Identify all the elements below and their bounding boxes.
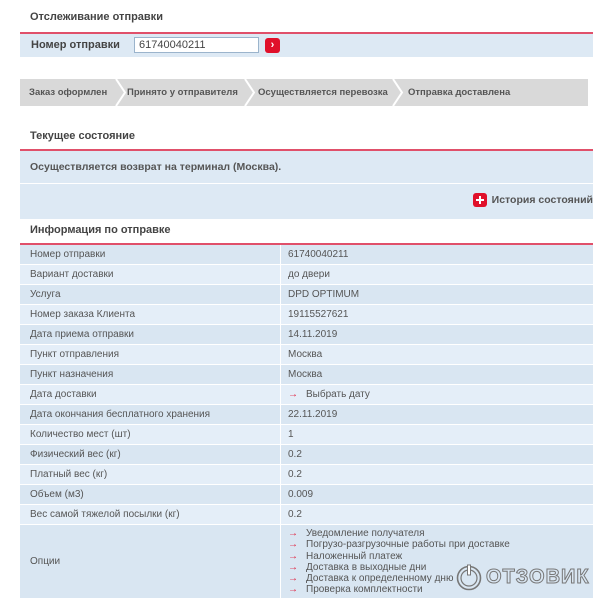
tracking-title: Отслеживание отправки: [30, 11, 163, 23]
progress-steps: [20, 79, 588, 106]
row-label: Пункт назначения: [20, 365, 281, 385]
row-value: Москва: [281, 365, 594, 385]
row-value: Москва: [281, 345, 594, 365]
row-value: 61740040211: [281, 245, 594, 265]
row-label: Физический вес (кг): [20, 445, 281, 465]
option-item: → Доставка в выходные дни: [288, 561, 427, 573]
row-label: Платный вес (кг): [20, 465, 281, 485]
table-row: [20, 405, 593, 425]
table-row: [20, 285, 593, 305]
row-value: 0.2: [281, 445, 594, 465]
otzovik-logo-icon: [456, 562, 482, 592]
row-label: Номер заказа Клиента: [20, 305, 281, 325]
track-go-button[interactable]: ›: [265, 38, 280, 53]
tracking-number-input[interactable]: [134, 37, 259, 53]
table-row: [20, 325, 593, 345]
table-row: [20, 345, 593, 365]
row-value: до двери: [281, 265, 594, 285]
info-table: [20, 245, 593, 599]
table-row: [20, 365, 593, 385]
table-row: [20, 245, 593, 265]
step-chevron-icon: [115, 79, 127, 106]
arrow-right-icon: →: [288, 561, 298, 573]
arrow-right-icon: →: [288, 550, 298, 562]
current-status-text: Осуществляется возврат на терминал (Москва).: [30, 161, 282, 173]
step-chevron-icon: [244, 79, 256, 106]
option-item: → Доставка к определенному дню: [288, 573, 454, 585]
otzovik-watermark: [456, 562, 590, 592]
row-label: Дата приема отправки: [20, 325, 281, 345]
choose-date-link[interactable]: Выбрать дату: [306, 389, 370, 400]
arrow-right-icon: →: [288, 573, 298, 585]
row-label: Объем (м3): [20, 485, 281, 505]
row-label: Дата доставки: [20, 385, 281, 405]
step-delivered: Отправка доставлена: [408, 87, 511, 98]
table-row: [20, 505, 593, 525]
row-label: Номер отправки: [20, 245, 281, 265]
row-value: 14.11.2019: [281, 325, 594, 345]
row-label: Количество мест (шт): [20, 425, 281, 445]
row-value: 0.2: [281, 465, 594, 485]
row-value: 19115527621: [281, 305, 594, 325]
table-row: [20, 485, 593, 505]
row-label: Услуга: [20, 285, 281, 305]
row-label: Вариант доставки: [20, 265, 281, 285]
arrow-right-icon: →: [288, 389, 298, 400]
choose-date-cell: [281, 385, 594, 405]
arrow-right-icon: →: [288, 528, 298, 539]
arrow-right-icon: →: [288, 539, 298, 551]
table-row: [20, 305, 593, 325]
step-chevron-icon: [392, 79, 404, 106]
arrow-right-icon: →: [288, 584, 298, 596]
option-item: → Уведомление получателя: [288, 528, 425, 539]
row-label: Пункт отправления: [20, 345, 281, 365]
options-label: Опции: [20, 525, 281, 599]
option-item: → Проверка комплектности: [288, 584, 423, 596]
row-label: Дата окончания бесплатного хранения: [20, 405, 281, 425]
history-link-label: История состояний: [491, 194, 593, 206]
info-title: Информация по отправке: [30, 224, 171, 236]
row-value: 0.009: [281, 485, 594, 505]
watermark-text: ОТЗОВИК: [486, 565, 590, 588]
history-link[interactable]: [473, 193, 593, 207]
row-value: DPD OPTIMUM: [281, 285, 594, 305]
table-row: [20, 445, 593, 465]
tracking-number-label: Номер отправки: [31, 39, 120, 51]
step-in-transit: Осуществляется перевозка: [258, 87, 388, 98]
table-row: [20, 465, 593, 485]
row-label: Вес самой тяжелой посылки (кг): [20, 505, 281, 525]
row-value: 22.11.2019: [281, 405, 594, 425]
table-row: [20, 265, 593, 285]
table-row: [20, 385, 593, 405]
step-order-placed: Заказ оформлен: [29, 87, 108, 98]
current-state-title: Текущее состояние: [30, 130, 136, 142]
table-row: [20, 425, 593, 445]
plus-icon: [473, 193, 487, 207]
step-accepted: Принято у отправителя: [127, 87, 238, 98]
row-value: 1: [281, 425, 594, 445]
row-value: 0.2: [281, 505, 594, 525]
option-item: → Погрузо-разгрузочные работы при доставке: [288, 539, 510, 551]
option-item: → Наложенный платеж: [288, 550, 403, 562]
